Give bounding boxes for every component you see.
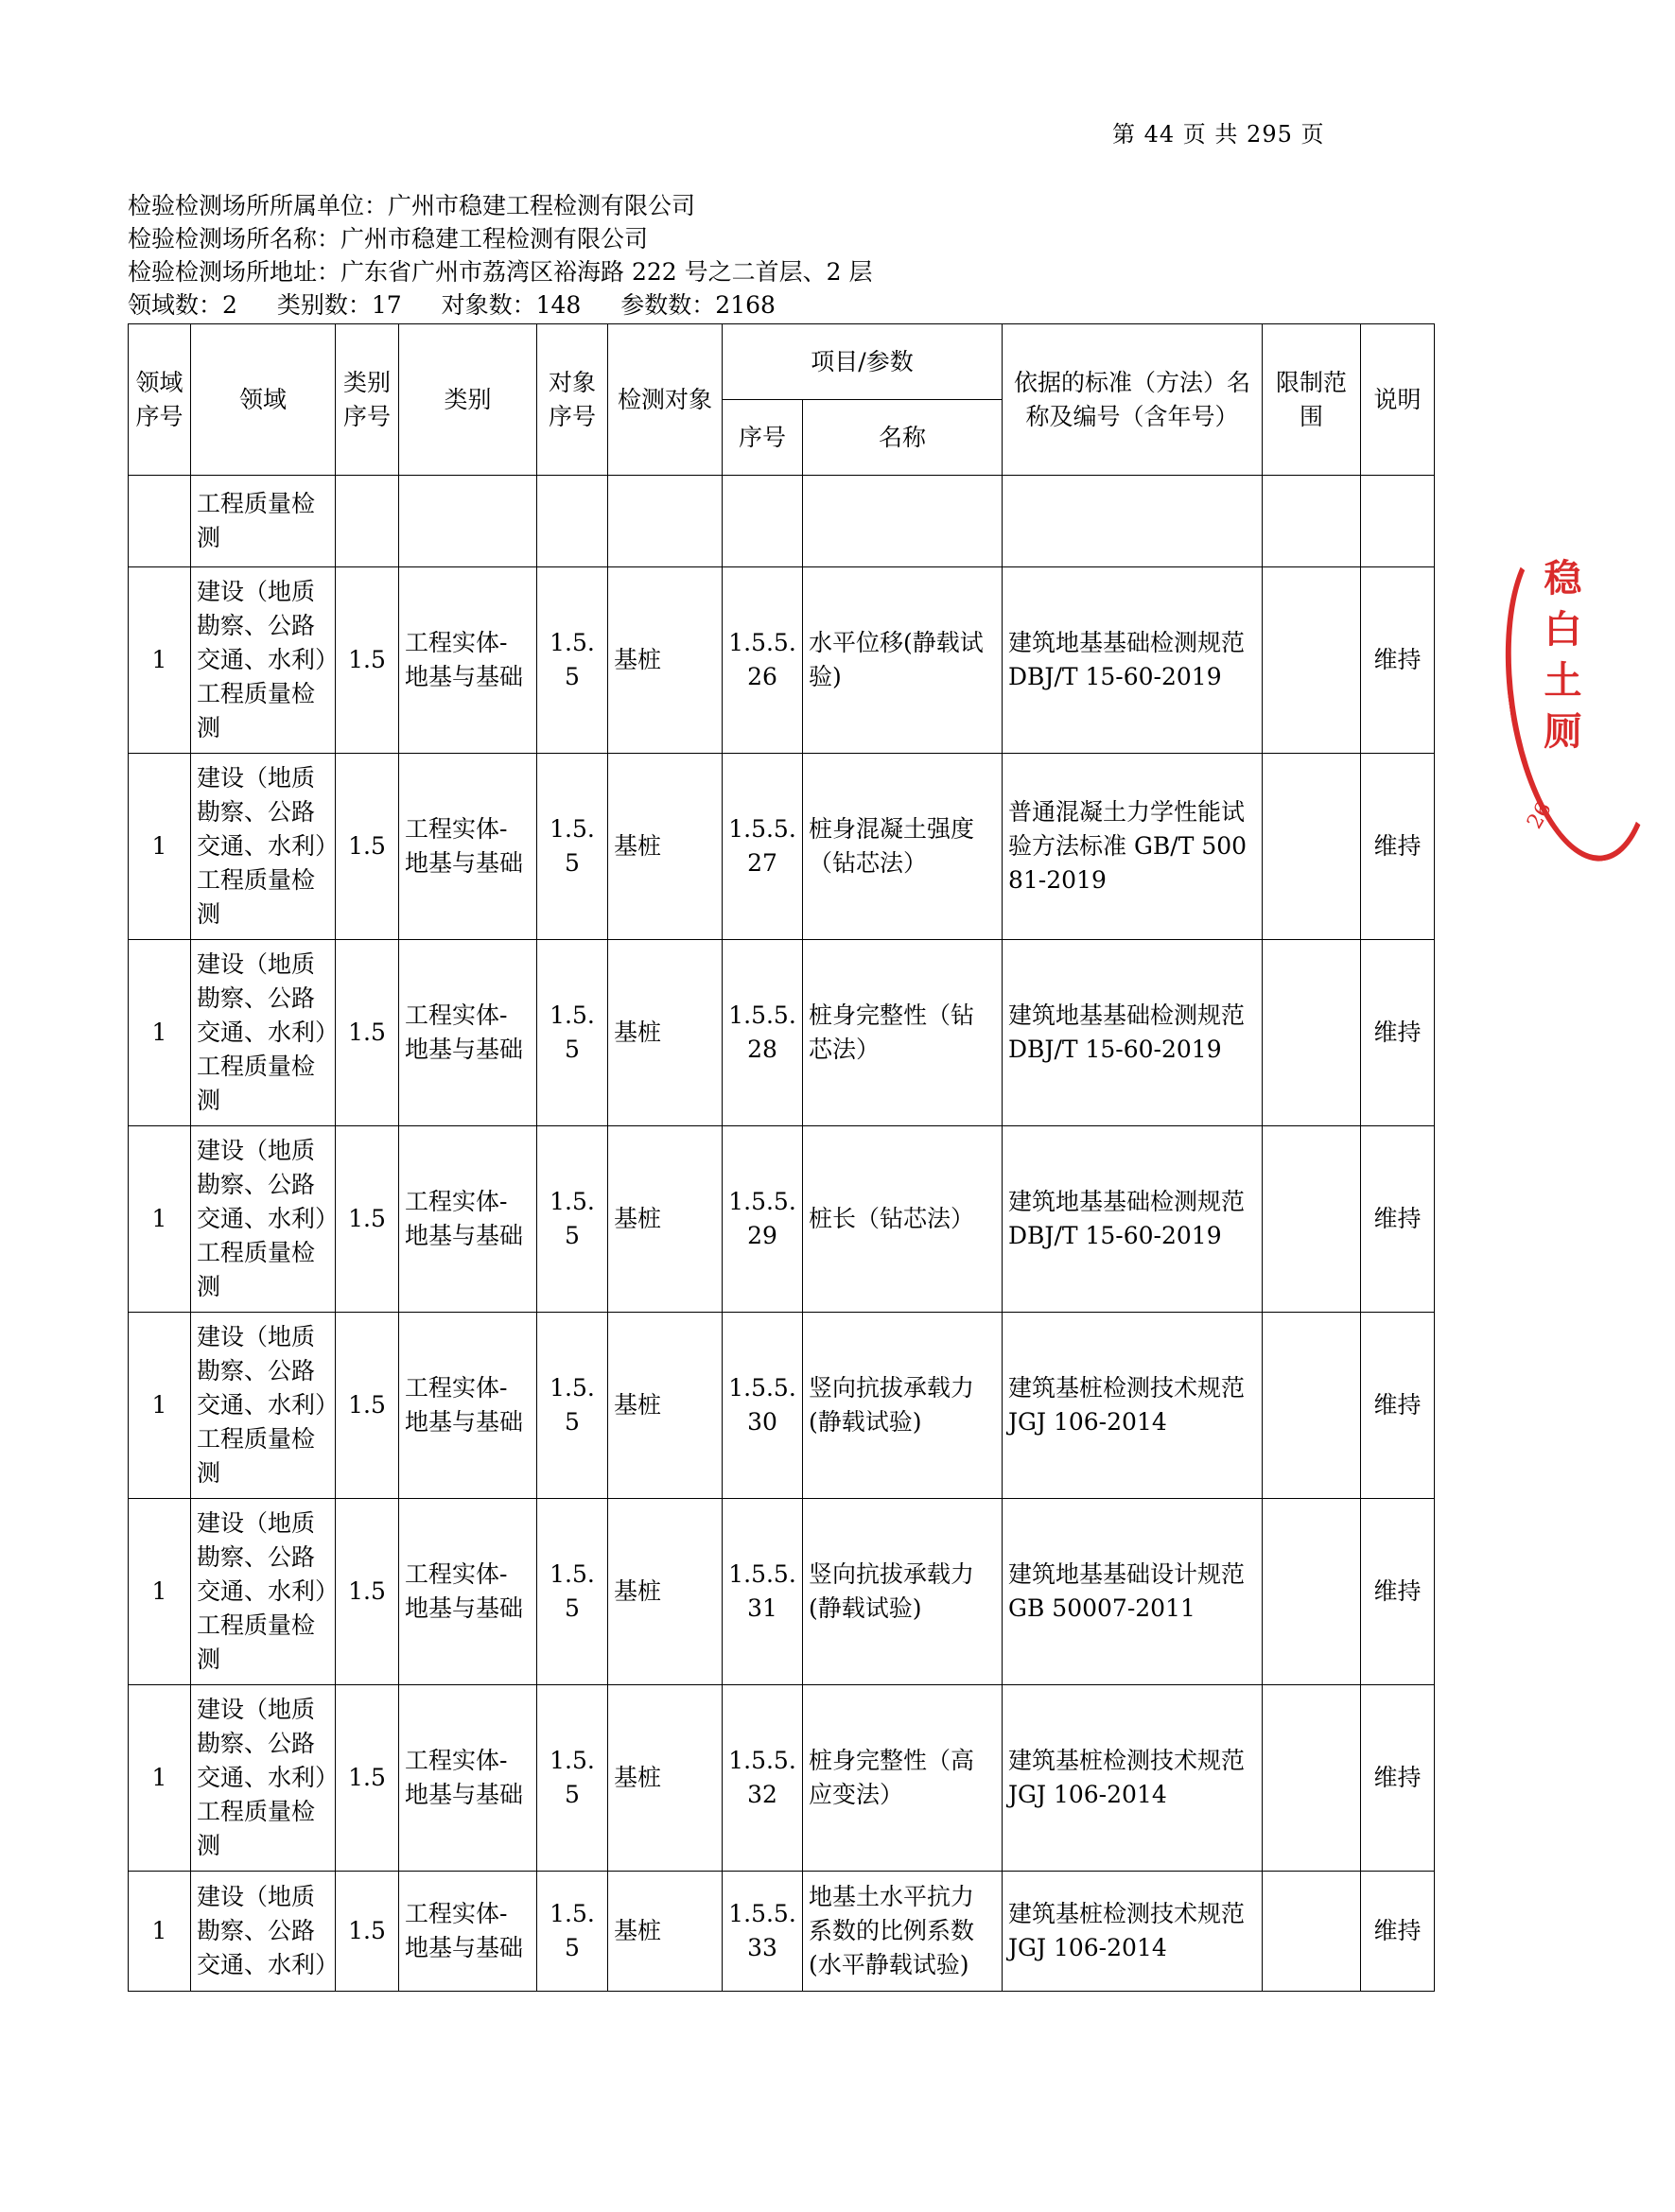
cell-domain: 建设（地质勘察、公路交通、水利）工程质量检测: [191, 567, 336, 754]
cell-note: 维持: [1361, 1872, 1435, 1992]
page-number: 第 44 页 共 295 页: [1112, 121, 1325, 148]
counts-line: [128, 288, 872, 322]
cell-category: 工程实体-地基与基础: [399, 1126, 537, 1313]
cell-object: 基桩: [608, 567, 723, 754]
cell-category-no: 1.5: [336, 754, 399, 940]
cell-limit: [1263, 1685, 1361, 1872]
table-row: [129, 754, 1435, 940]
header-info: [128, 189, 872, 322]
cell-object: 基桩: [608, 754, 723, 940]
cell-domain: 建设（地质勘察、公路交通、水利）工程质量检测: [191, 1313, 336, 1499]
cell-note: 维持: [1361, 1126, 1435, 1313]
cell-object-no: 1.5.5: [537, 754, 608, 940]
header-standard: 依据的标准（方法）名称及编号（含年号）: [1003, 324, 1263, 476]
header-category-no: 类别序号: [336, 324, 399, 476]
cell-item-name: 桩身完整性（高应变法）: [803, 1685, 1003, 1872]
cell-category-no: 1.5: [336, 1872, 399, 1992]
cell-object-no: 1.5.5: [537, 940, 608, 1126]
seal-text: 稳 白 土 厕: [1538, 558, 1582, 749]
cell-domain: 工程质量检测: [191, 476, 336, 567]
cell-category: 工程实体-地基与基础: [399, 1685, 537, 1872]
cell-object-no: 1.5.5: [537, 1872, 608, 1992]
cell-note: 维持: [1361, 1685, 1435, 1872]
cell-item-name: 地基土水平抗力系数的比例系数(水平静载试验): [803, 1872, 1003, 1992]
cell-domain-no: 1: [129, 1313, 191, 1499]
cell-item-name: 桩身混凝土强度（钻芯法）: [803, 754, 1003, 940]
header-item: 项目/参数: [723, 324, 1003, 400]
cell-standard: 建筑基桩检测技术规范 JGJ 106-2014: [1003, 1872, 1263, 1992]
domain-count: 领域数：2: [128, 291, 237, 319]
cell-domain-no: 1: [129, 567, 191, 754]
cell-standard: 建筑地基基础检测规范 DBJ/T 15-60-2019: [1003, 940, 1263, 1126]
cell-domain-no: 1: [129, 1499, 191, 1685]
cell-object: 基桩: [608, 1499, 723, 1685]
cell-item-name: 桩身完整性（钻芯法）: [803, 940, 1003, 1126]
table-row: [129, 1126, 1435, 1313]
table-row: [129, 1499, 1435, 1685]
cell-limit: [1263, 567, 1361, 754]
cell-item-name: 竖向抗拔承载力(静载试验): [803, 1499, 1003, 1685]
cell-domain: 建设（地质勘察、公路交通、水利）工程质量检测: [191, 1499, 336, 1685]
cell-note: 维持: [1361, 940, 1435, 1126]
unit-line: 检验检测场所所属单位：广州市稳建工程检测有限公司: [128, 192, 696, 219]
cell-domain: 建设（地质勘察、公路交通、水利）工程质量检测: [191, 1126, 336, 1313]
header-item-no: 序号: [723, 400, 803, 476]
cell-object-no: 1.5.5: [537, 1685, 608, 1872]
cell-item-no: 1.5.5.28: [723, 940, 803, 1126]
table-row: [129, 1313, 1435, 1499]
cell-category: 工程实体-地基与基础: [399, 940, 537, 1126]
cell-item-no: 1.5.5.30: [723, 1313, 803, 1499]
cell-item-no: 1.5.5.33: [723, 1872, 803, 1992]
cell-domain-no: 1: [129, 754, 191, 940]
header-domain-no: 领域序号: [129, 324, 191, 476]
table-row: [129, 567, 1435, 754]
cell-note: 维持: [1361, 1499, 1435, 1685]
cell-domain: 建设（地质勘察、公路交通、水利）工程质量检测: [191, 940, 336, 1126]
cell-item-name: 竖向抗拔承载力(静载试验): [803, 1313, 1003, 1499]
object-count: 对象数：148: [441, 291, 582, 319]
cell-note: 维持: [1361, 567, 1435, 754]
table-row: [129, 940, 1435, 1126]
cell-note: 维持: [1361, 1313, 1435, 1499]
cell-category-no: 1.5: [336, 1499, 399, 1685]
cell-domain-no: 1: [129, 1872, 191, 1992]
header-note: 说明: [1361, 324, 1435, 476]
cell-domain: 建设（地质勘察、公路交通、水利）工程质量检测: [191, 1685, 336, 1872]
cell-object-no: 1.5.5: [537, 1126, 608, 1313]
cell-object-no: 1.5.5: [537, 1499, 608, 1685]
cell-standard: 普通混凝土力学性能试验方法标准 GB/T 50081-2019: [1003, 754, 1263, 940]
param-count: 参数数：2168: [620, 291, 776, 319]
cell-standard: 建筑地基基础检测规范 DBJ/T 15-60-2019: [1003, 1126, 1263, 1313]
inspection-table: [128, 323, 1435, 1992]
cell-category: 工程实体-地基与基础: [399, 1499, 537, 1685]
cell-category: 工程实体-地基与基础: [399, 754, 537, 940]
cell-category: 工程实体-地基与基础: [399, 1872, 537, 1992]
header-category: 类别: [399, 324, 537, 476]
cell-standard: 建筑地基基础设计规范 GB 50007-2011: [1003, 1499, 1263, 1685]
cell-domain: 建设（地质勘察、公路交通、水利）: [191, 1872, 336, 1992]
header-object-no: 对象序号: [537, 324, 608, 476]
header-domain: 领域: [191, 324, 336, 476]
category-count: 类别数：17: [276, 291, 402, 319]
cell-standard: 建筑基桩检测技术规范 JGJ 106-2014: [1003, 1685, 1263, 1872]
cell-standard: 建筑基桩检测技术规范 JGJ 106-2014: [1003, 1313, 1263, 1499]
cell-category: 工程实体-地基与基础: [399, 567, 537, 754]
cell-item-no: 1.5.5.26: [723, 567, 803, 754]
cell-limit: [1263, 940, 1361, 1126]
cell-item-no: 1.5.5.29: [723, 1126, 803, 1313]
header-object: 检测对象: [608, 324, 723, 476]
cell-object: 基桩: [608, 940, 723, 1126]
cell-item-name: 桩长（钻芯法）: [803, 1126, 1003, 1313]
table-row: [129, 1872, 1435, 1992]
cell-object: 基桩: [608, 1872, 723, 1992]
cell-object: 基桩: [608, 1313, 723, 1499]
name-line: 检验检测场所名称：广州市稳建工程检测有限公司: [128, 225, 649, 253]
cell-limit: [1263, 1499, 1361, 1685]
cell-domain-no: 1: [129, 1685, 191, 1872]
cell-item-no: 1.5.5.27: [723, 754, 803, 940]
address-line: 检验检测场所地址：广东省广州市荔湾区裕海路 222 号之二首层、2 层: [128, 258, 873, 286]
seal-number: 26: [1523, 798, 1557, 833]
cell-item-no: 1.5.5.31: [723, 1499, 803, 1685]
cell-domain-no: 1: [129, 940, 191, 1126]
cell-object-no: 1.5.5: [537, 567, 608, 754]
cell-domain: 建设（地质勘察、公路交通、水利）工程质量检测: [191, 754, 336, 940]
cell-category: 工程实体-地基与基础: [399, 1313, 537, 1499]
cell-item-no: 1.5.5.32: [723, 1685, 803, 1872]
cell-object: 基桩: [608, 1126, 723, 1313]
cell-category-no: 1.5: [336, 940, 399, 1126]
cell-category-no: 1.5: [336, 1313, 399, 1499]
cell-domain-no: 1: [129, 1126, 191, 1313]
table-row-blank: [129, 476, 1435, 567]
cell-limit: [1263, 1126, 1361, 1313]
cell-category-no: 1.5: [336, 567, 399, 754]
cell-object-no: 1.5.5: [537, 1313, 608, 1499]
cell-category-no: 1.5: [336, 1126, 399, 1313]
cell-standard: 建筑地基基础检测规范 DBJ/T 15-60-2019: [1003, 567, 1263, 754]
cell-item-name: 水平位移(静载试验): [803, 567, 1003, 754]
cell-limit: [1263, 1313, 1361, 1499]
header-limit: 限制范围: [1263, 324, 1361, 476]
cell-object: 基桩: [608, 1685, 723, 1872]
cell-limit: [1263, 754, 1361, 940]
table-row: [129, 1685, 1435, 1872]
cell-note: 维持: [1361, 754, 1435, 940]
header-item-name: 名称: [803, 400, 1003, 476]
cell-limit: [1263, 1872, 1361, 1992]
cell-category-no: 1.5: [336, 1685, 399, 1872]
